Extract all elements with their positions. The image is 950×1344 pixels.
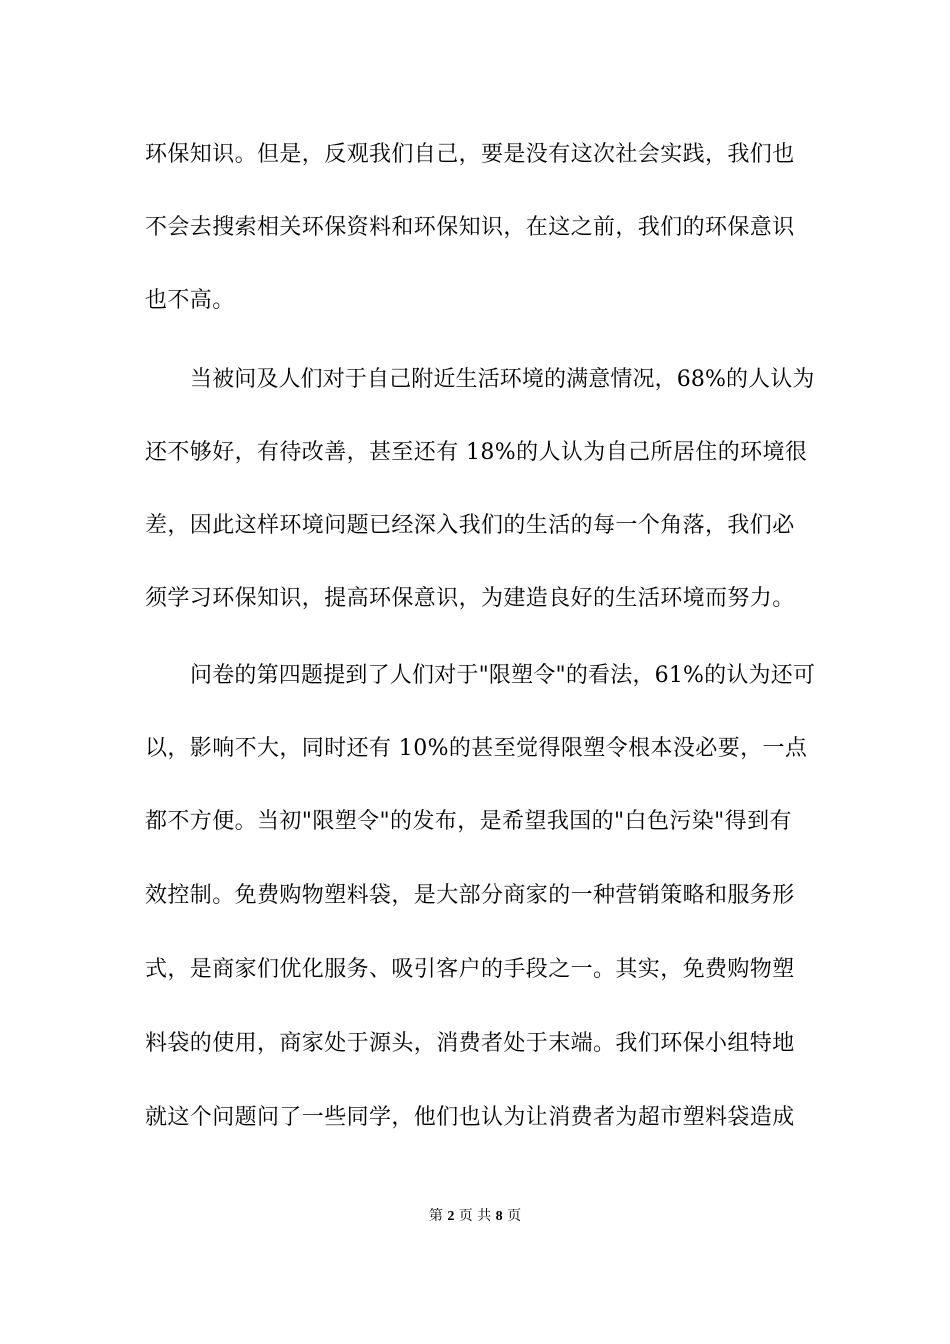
- paragraph-line: 差，因此这样环境问题已经深入我们的生活的每一个角落，我们必: [145, 513, 795, 538]
- page-footer-suffix: 页: [507, 1208, 522, 1224]
- page-footer-prefix: 第: [428, 1208, 443, 1224]
- paragraph-line: 效控制。免费购物塑料袋，是大部分商家的一种营销策略和服务形: [145, 883, 795, 908]
- paragraph-line: 当被问及人们对于自己附近生活环境的满意情况，68%的人认为: [190, 367, 815, 392]
- paragraph-line: 就这个问题问了一些同学，他们也认为让消费者为超市塑料袋造成: [145, 1105, 795, 1130]
- paragraph-line: 还不够好，有待改善，甚至还有 18%的人认为自己所居住的环境很: [145, 440, 808, 465]
- page-footer-middle: 页 共: [458, 1208, 492, 1224]
- paragraph-line: 不会去搜索相关环保资料和环保知识，在这之前，我们的环保意识: [145, 215, 795, 240]
- paragraph-line: 也不高。: [145, 288, 235, 313]
- total-pages-number: 8: [495, 1209, 503, 1224]
- paragraph-line: 都不方便。当初"限塑令"的发布，是希望我国的"白色污染"得到有: [145, 809, 792, 834]
- paragraph-line: 以，影响不大，同时还有 10%的甚至觉得限塑令根本没必要，一点: [145, 736, 808, 761]
- paragraph-line: 问卷的第四题提到了人们对于"限塑令"的看法，61%的认为还可: [190, 663, 816, 688]
- page-footer: [0, 1206, 950, 1227]
- paragraph-line: 须学习环保知识，提高环保意识，为建造良好的生活环境而努力。: [145, 586, 795, 611]
- paragraph-line: 料袋的使用，商家处于源头，消费者处于末端。我们环保小组特地: [145, 1031, 795, 1056]
- paragraph-line: 环保知识。但是，反观我们自己，要是没有这次社会实践，我们也: [145, 142, 795, 167]
- paragraph-line: 式，是商家们优化服务、吸引客户的手段之一。其实，免费购物塑: [145, 957, 795, 982]
- current-page-number: 2: [447, 1209, 455, 1224]
